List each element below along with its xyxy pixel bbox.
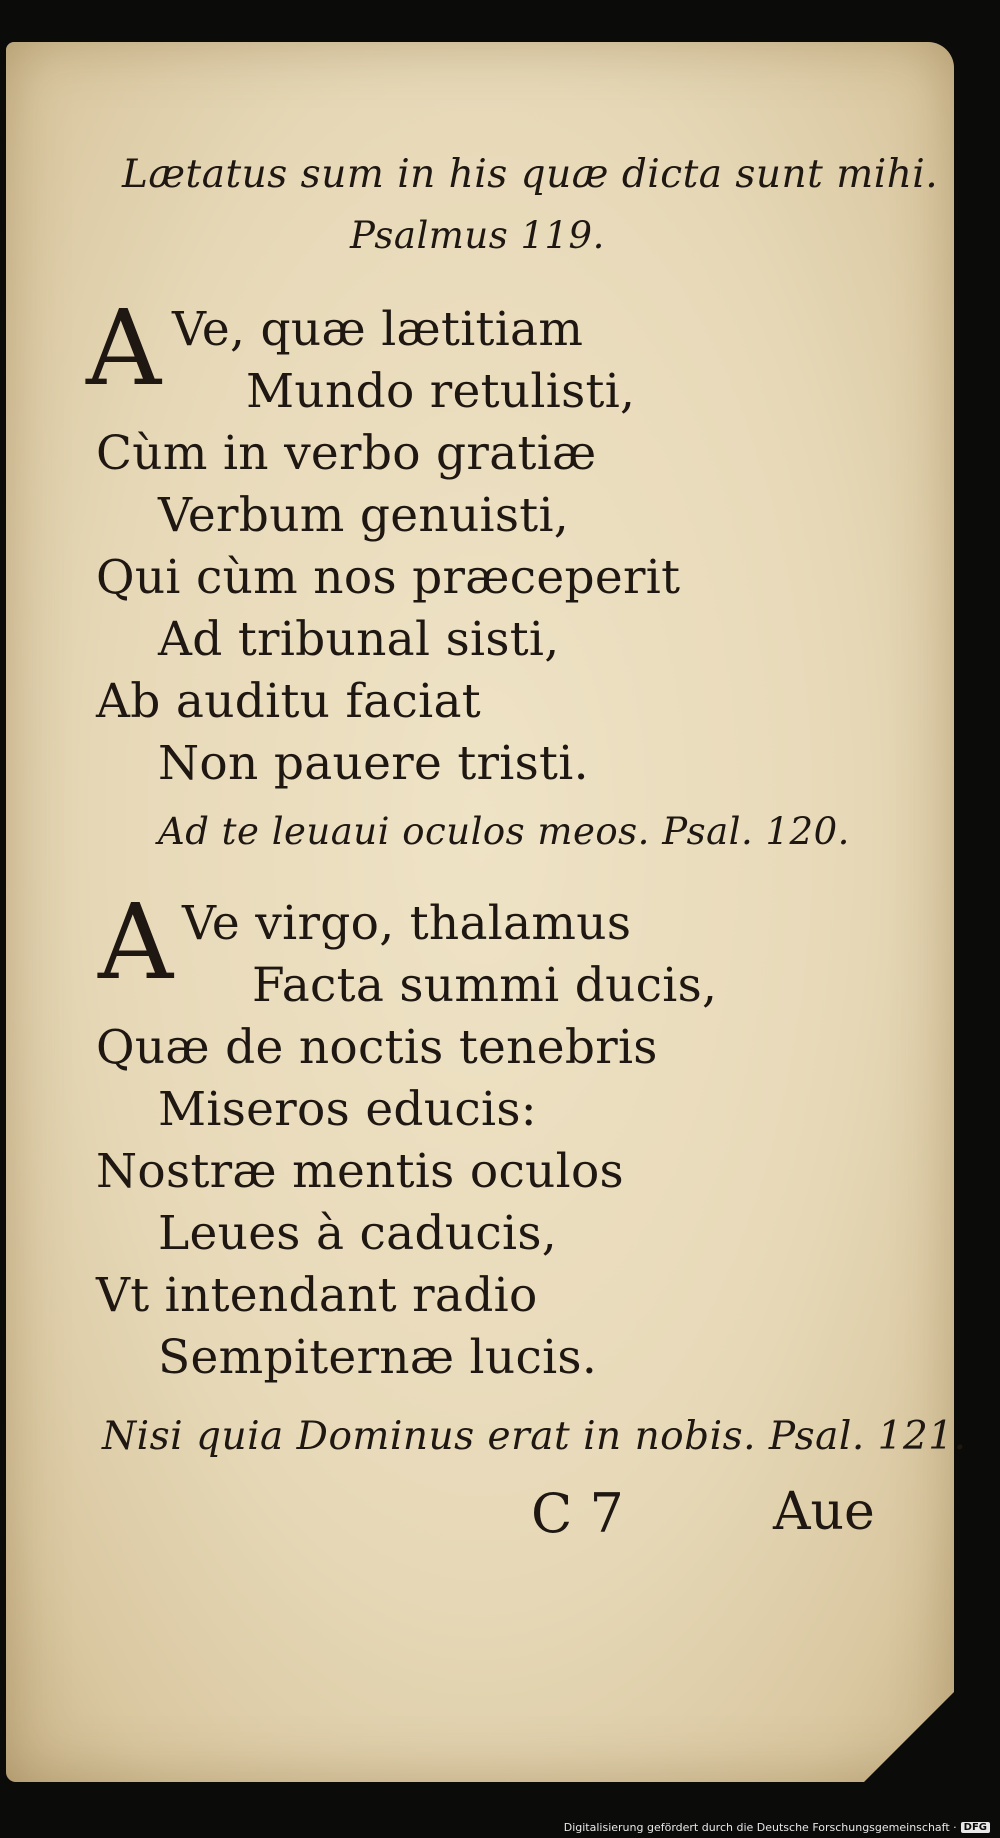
header-psalm: Psalmus 119. [350, 214, 605, 257]
stanza1-first-line: Ve, quæ lætitiam [172, 302, 584, 357]
stanza1-drop-initial: A [86, 287, 162, 409]
verse-line: Ad tribunal sisti, [158, 612, 560, 667]
book-page [6, 42, 967, 1782]
verse-line: Vt intendant radio [96, 1268, 538, 1323]
verse-line: Verbum genuisti, [158, 488, 570, 543]
page-corner-fold [864, 1692, 954, 1782]
verse-line: Non pauere tristi. [158, 736, 589, 791]
verse-line: Facta summi ducis, [252, 958, 718, 1013]
verse-line: Ab auditu faciat [96, 674, 481, 729]
verse-line: Nostræ mentis oculos [96, 1144, 624, 1199]
verse-line: Leues à caducis, [158, 1206, 558, 1261]
signature-mark: C 7 [531, 1482, 624, 1545]
verse-line: Mundo retulisti, [246, 364, 636, 419]
catchword: Aue [773, 1482, 875, 1542]
digitization-credit [564, 1821, 990, 1834]
header-rubric: Lætatus sum in his quæ dicta sunt mihi. [122, 152, 939, 197]
verse-line: Cùm in verbo gratiæ [96, 426, 597, 481]
verse-line: Qui cùm nos præceperit [96, 550, 681, 605]
verse-line: Sempiternæ lucis. [158, 1330, 598, 1385]
verse-line: Miseros educis: [158, 1082, 537, 1137]
stanza2-first-line: Ve virgo, thalamus [182, 896, 632, 951]
credit-text: Digitalisierung gefördert durch die Deutsche Forschungsgemeinschaft · [563, 1821, 957, 1834]
rubric-psalm-121: Nisi quia Dominus erat in nobis. Psal. 121. [102, 1414, 967, 1459]
dfg-logo-icon: DFG [961, 1822, 990, 1833]
rubric-psalm-120: Ad te leuaui oculos meos. Psal. 120. [158, 810, 850, 853]
verse-line: Quæ de noctis tenebris [96, 1020, 658, 1075]
stanza2-drop-initial: A [98, 881, 174, 1003]
